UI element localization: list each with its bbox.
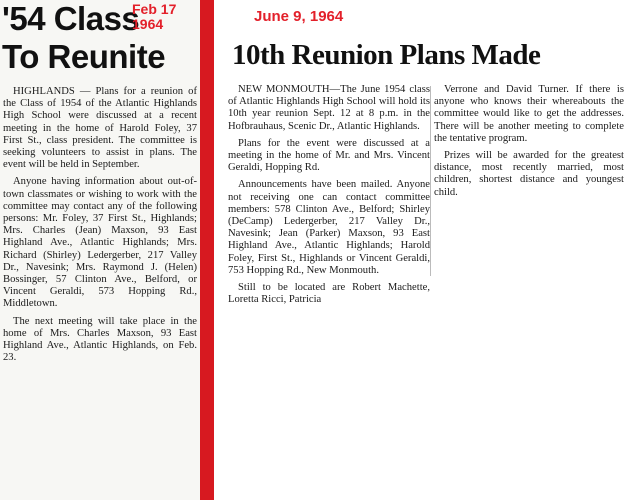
paragraph: HIGHLANDS — Plans for a reunion of the Class of 1954 of the Atlantic Highlands High School were discussed at a recent meeting in the home of Harold Foley, 37 First St., class president. The committee is seeking volunteers to assist in plans. The event will be held in September. [3, 86, 197, 171]
paragraph: Still to be located are Robert Machette, Loretta Ricci, Patricia [228, 282, 430, 306]
article-column-2 [434, 84, 624, 204]
headline-line-1: '54 Class [2, 0, 140, 37]
headline: 10th Reunion Plans Made [232, 39, 541, 71]
clipping-date: June 9, 1964 [254, 8, 344, 25]
clipping-1964-june [214, 0, 630, 500]
paragraph: Plans for the event were discussed at a meeting in the home of Mr. and Mrs. Vincent Geraldi, Hopping Rd. [228, 137, 430, 174]
clipping-date: Feb 17 1964 [132, 1, 177, 32]
article-column-1 [228, 84, 430, 311]
paragraph: Verrone and David Turner. If there is anyone who knows their whereabouts the committee would like to get the addresses. There will be another meeting to complete the tentative program. [434, 84, 624, 144]
red-divider [200, 0, 214, 500]
paragraph: Announcements have been mailed. Anyone not receiving one can contact committee members: 578 Clinton Ave., Belford; Shirley (DeCamp) Ledergerber, 217 Valley Dr., Navesink; Jean (Parker) Maxson, 93 East Highland Ave., Atlantic Highlands; Harold Foley, First St., Highlands or Vincent Geraldi, 753 Hopping Rd., New Monmouth. [228, 179, 430, 276]
clipping-1964-feb [0, 0, 200, 500]
paragraph: Prizes will be awarded for the greatest distance, most recently married, most children, shortest distance and youngest child. [434, 150, 624, 198]
paragraph: The next meeting will take place in the home of Mrs. Charles Maxson, 93 East Highland Ave., Atlantic Highlands, on Feb. 23. [3, 315, 197, 364]
paragraph: Anyone having information about out-of-town classmates or wishing to work with the committee may contact any of the following persons: Mr. Foley, 37 First St., Highlands; Mrs. Charles (Jean) Maxson, 93 East Highland Ave., Atlantic Highlands; Mrs. Richard (Shirley) Ledergerber, 217 Valley Dr., Navesink; Mrs. Raymond J. (Helen) Bossinger, 57 Clinton Ave., Belford, or Vincent Geraldi, 573 Hopping Rd., Middletown. [3, 176, 197, 310]
article-body [3, 86, 197, 369]
paragraph: NEW MONMOUTH—The June 1954 class of Atlantic Highlands High School will hold its 10th year reunion Sept. 12 at 8 p.m. in the Hofbrauhaus, Scenic Dr., Atlantic Highlands. [228, 84, 430, 132]
headline-line-2: To Reunite [2, 38, 166, 75]
column-rule [430, 86, 431, 276]
